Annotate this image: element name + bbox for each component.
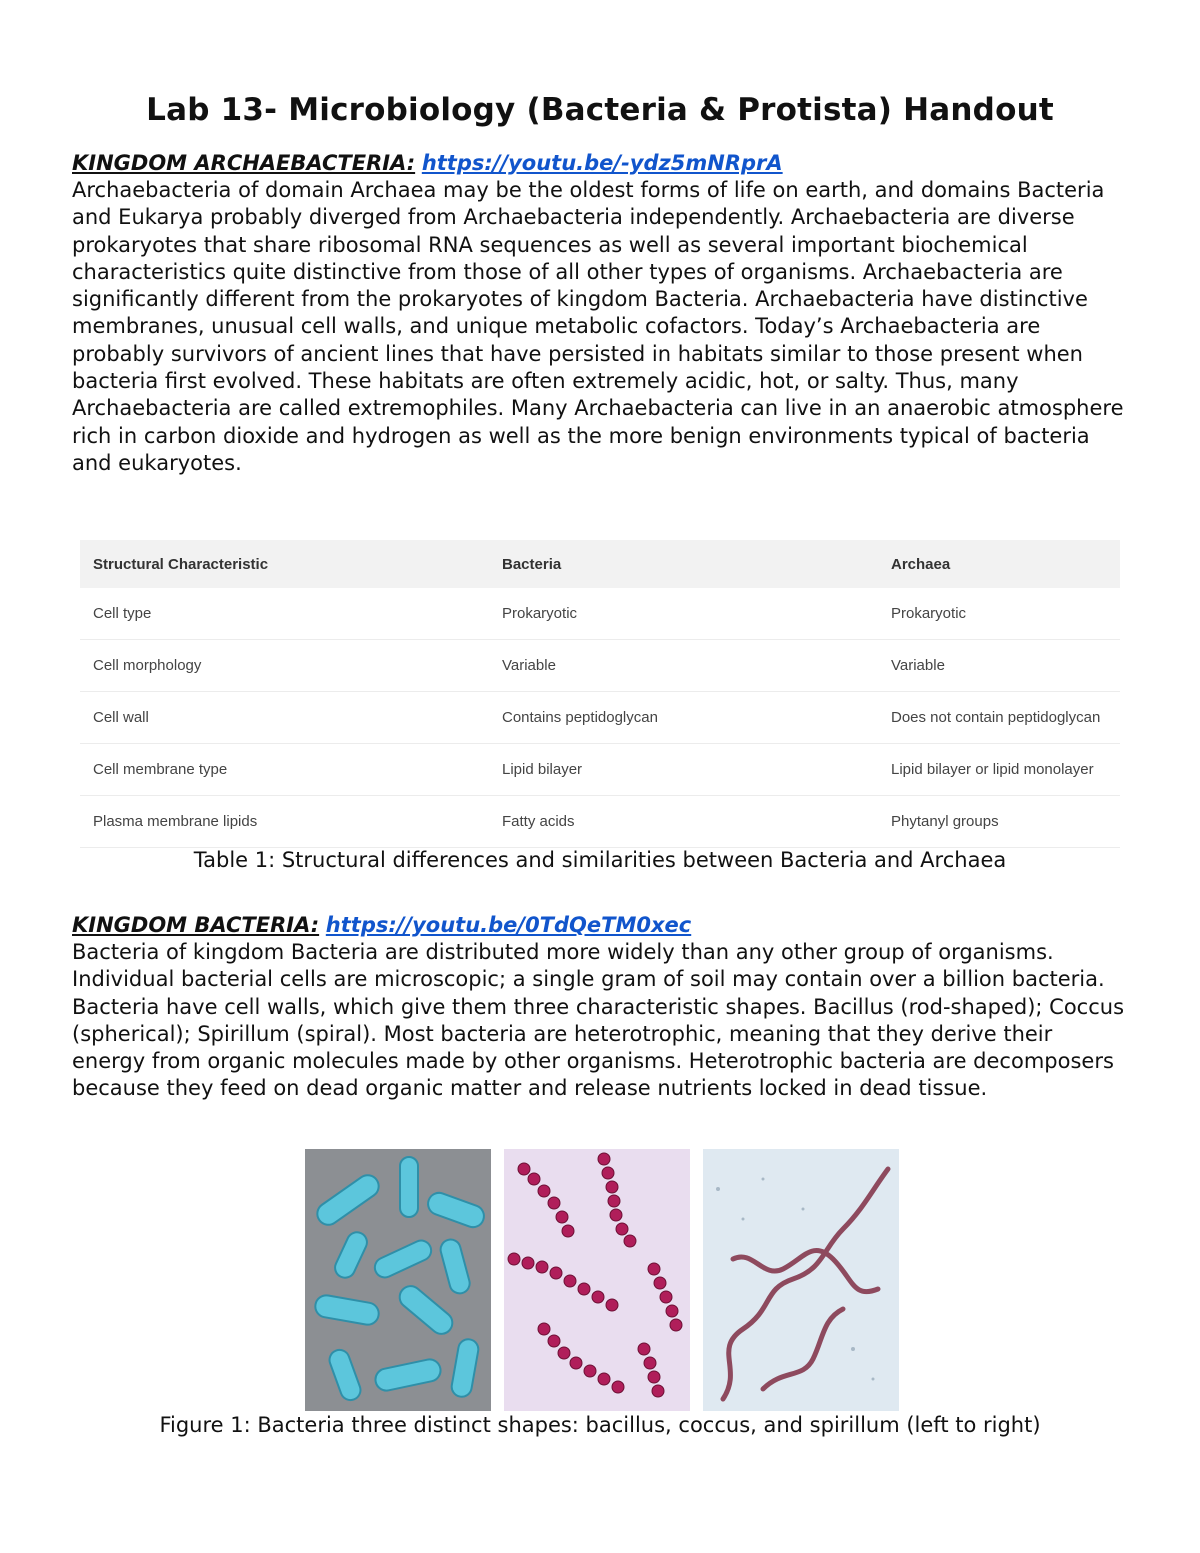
bacteria-shapes-figure <box>305 1149 899 1411</box>
bacteria-section <box>72 890 1132 1103</box>
table-cell: Does not contain peptidoglycan <box>891 709 1101 726</box>
comparison-table <box>80 540 1120 848</box>
bacteria-label: KINGDOM BACTERIA: <box>72 913 320 937</box>
table-row <box>80 640 1120 692</box>
table-cell: Cell morphology <box>93 657 202 674</box>
table-cell: Prokaryotic <box>502 605 578 622</box>
table-cell: Cell membrane type <box>93 761 228 778</box>
table-cell: Variable <box>502 657 556 674</box>
table-header: Archaea <box>878 540 1120 588</box>
archaea-video-link[interactable]: https://youtu.be/-ydz5mNRprA <box>421 151 783 175</box>
bacteria-paragraph: Bacteria of kingdom Bacteria are distributed more widely than any other group of organisms. Individual bacterial cells are microscopic; a single gram of soil may contain over a billion bacteria. Bacteria have cell walls, which give them three characteristic shapes. Bacillus (rod-shaped); Coccus (spherical); Spirillum (spiral). Most bacteria are heterotrophic, meaning that they derive their energy from organic molecules made by other organisms. Heterotrophic bacteria are decomposers because they feed on dead organic matter and release nutrients locked in dead tissue. <box>72 940 1125 1101</box>
table-cell: Plasma membrane lipids <box>93 813 258 830</box>
figure-caption: Figure 1: Bacteria three distinct shapes: bacillus, coccus, and spirillum (left to right) <box>159 1413 1041 1437</box>
archaea-paragraph: Archaebacteria of domain Archaea may be the oldest forms of life on earth, and domains Bacteria and Eukarya probably diverged from Archaebacteria independently. Archaebacteria are diverse prokaryotes that share ribosomal RNA sequences as well as several important biochemical characteristics quite distinctive from those of all other types of organisms. Archaebacteria are significantly different from the prokaryotes of kingdom Bacteria. Archaebacteria have distinctive membranes, unusual cell walls, and unique metabolic cofactors. Today’s Archaebacteria are probably survivors of ancient lines that have persisted in habitats similar to those present when bacteria first evolved. These habitats are often extremely acidic, hot, or salty. Thus, many Archaebacteria are called extremophiles. Many Archaebacteria can live in an anaerobic atmosphere rich in carbon dioxide and hydrogen as well as the more benign environments typical of bacteria and eukaryotes. <box>72 178 1124 475</box>
table-cell: Cell wall <box>93 709 149 726</box>
archaea-heading <box>72 150 1128 177</box>
table-header: Bacteria <box>489 540 878 588</box>
bacteria-video-link[interactable]: https://youtu.be/0TdQeTM0xec <box>325 913 692 937</box>
table-row <box>80 588 1120 640</box>
bacillus-image <box>305 1149 491 1411</box>
table-cell: Variable <box>891 657 945 674</box>
table-cell: Cell type <box>93 605 152 622</box>
table-caption: Table 1: Structural differences and similarities between Bacteria and Archaea <box>193 848 1007 872</box>
table-cell: Contains peptidoglycan <box>502 709 658 726</box>
table-header: Structural Characteristic <box>80 540 489 588</box>
table-cell: Lipid bilayer <box>502 761 583 778</box>
table-row <box>80 692 1120 744</box>
document-page <box>72 0 1128 477</box>
table-cell: Phytanyl groups <box>891 813 999 830</box>
spirillum-image <box>703 1149 899 1411</box>
archaea-label: KINGDOM ARCHAEBACTERIA: <box>72 151 416 175</box>
table-header-row <box>80 540 1120 588</box>
table-row <box>80 796 1120 848</box>
page-title: Lab 13- Microbiology (Bacteria & Protista) Handout <box>146 92 1054 128</box>
table-cell: Prokaryotic <box>891 605 967 622</box>
table-row <box>80 744 1120 796</box>
table-cell: Fatty acids <box>502 813 575 830</box>
bacteria-heading <box>72 912 1132 939</box>
table-cell: Lipid bilayer or lipid monolayer <box>891 761 1094 778</box>
coccus-image <box>504 1149 690 1411</box>
